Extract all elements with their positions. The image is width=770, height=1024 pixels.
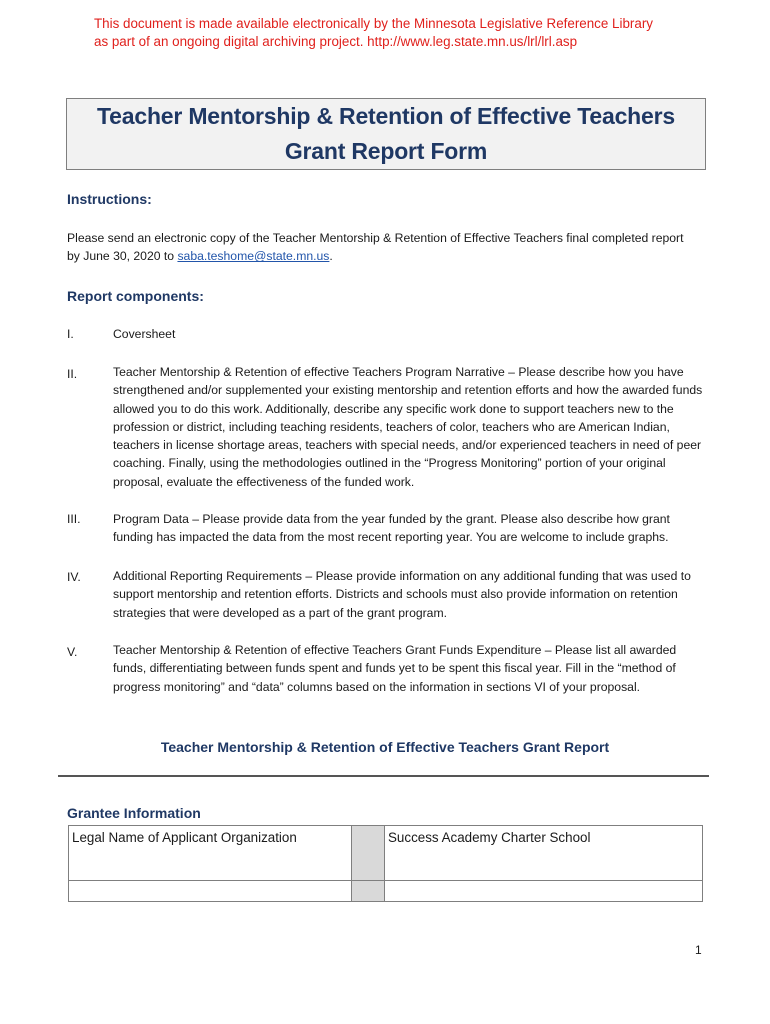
title-line1: Teacher Mentorship & Retention of Effective Teachers — [97, 103, 675, 129]
title-box — [66, 98, 706, 170]
table-cell-spacer — [352, 881, 385, 902]
grant-report-heading: Teacher Mentorship & Retention of Effective Teachers Grant Report — [160, 739, 610, 755]
grantee-heading: Grantee Information — [67, 805, 201, 821]
item-number: III. — [67, 512, 81, 526]
archive-notice — [94, 15, 653, 51]
section-divider — [58, 775, 709, 777]
title-line2: Grant Report Form — [284, 138, 488, 164]
item-text: Coversheet — [113, 327, 176, 341]
grantee-table — [68, 825, 703, 902]
item-number: II. — [67, 367, 78, 381]
page-number: 1 — [695, 943, 702, 957]
archive-notice-line1: This document is made available electronically by the Minnesota Legislative Reference Library — [94, 16, 653, 31]
table-cell-value[interactable] — [385, 881, 703, 902]
item-text: Program Data – Please provide data from the year funded by the grant. Please also describe how grant funding has impacted the data from the most recent reporting year. You are welcome to include graphs. — [113, 512, 670, 545]
email-link[interactable]: saba.teshome@state.mn.us — [177, 249, 330, 264]
item-number: I. — [67, 327, 74, 341]
table-row — [69, 881, 703, 902]
components-heading: Report components: — [67, 288, 204, 304]
item-number: V. — [67, 645, 78, 659]
table-cell-label — [69, 881, 352, 902]
organization-name-field[interactable]: Success Academy Charter School — [385, 826, 703, 881]
item-text: Teacher Mentorship & Retention of effective Teachers Program Narrative – Please describe how you have strengthened and/or supplemented your existing mentorship and retention efforts and how the awarded funds allowed you to do this work. Additionally, describe any specific work done to support teachers new to the profession or district, including teaching residents, teachers of color, teachers who are American Indian, teachers in license shortage areas, teachers with special needs, and/or experienced teachers in need of peer coaching. Finally, using the methodologies outlined in the “Progress Monitoring” portion of your original proposal, evaluate the effectiveness of the funded work. — [113, 365, 703, 489]
table-cell-spacer — [352, 826, 385, 881]
instructions-heading: Instructions: — [67, 191, 152, 207]
instructions-text — [67, 229, 697, 266]
item-text: Additional Reporting Requirements – Please provide information on any additional funding that was used to support mentorship and retention efforts. Districts and schools must also provide information on retention strategies that were developed as a part of the grant program. — [113, 569, 691, 620]
instructions-text-after: . — [329, 249, 333, 264]
table-cell-label: Legal Name of Applicant Organization — [69, 826, 352, 881]
item-number: IV. — [67, 570, 81, 584]
instructions-text-before: Please send an electronic copy of the Teacher Mentorship & Retention of Effective Teachers final completed report by June 30, 2020 to — [67, 231, 684, 264]
item-text: Teacher Mentorship & Retention of effective Teachers Grant Funds Expenditure – Please list all awarded funds, differentiating between funds spent and funds yet to be spent this fiscal year. Fill in the “method of progress monitoring” and “data” columns based on the information in sections VI of your proposal. — [113, 643, 677, 694]
table-row — [69, 826, 703, 881]
archive-notice-line2: as part of an ongoing digital archiving project. http://www.leg.state.mn.us/lrl/lrl.asp — [94, 34, 578, 49]
